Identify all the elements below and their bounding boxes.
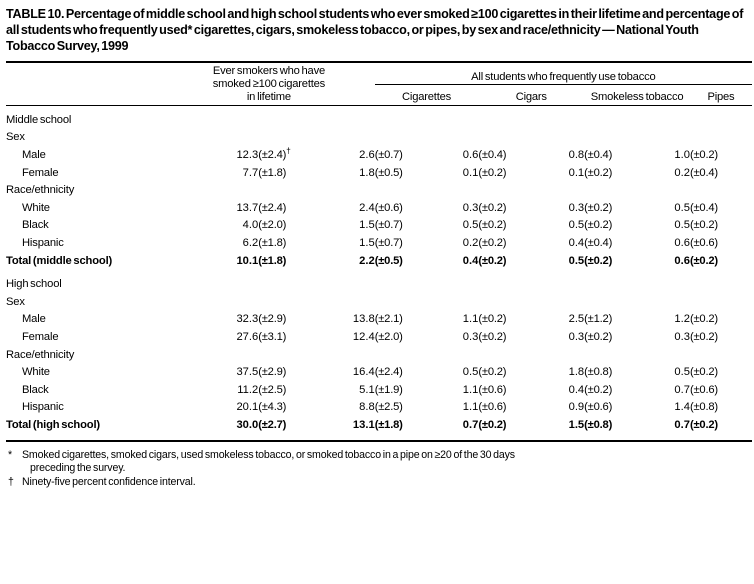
ci-text: (±0.4) [689, 166, 718, 179]
cell-confidence-interval [584, 217, 648, 235]
cell-confidence-interval [258, 399, 329, 417]
cell-value: 37.5 [236, 366, 259, 379]
cell-value: 27.6 [236, 330, 259, 343]
cell-value: 2.6 [359, 149, 375, 162]
ci-text: (±0.2) [689, 418, 718, 431]
table-row [6, 200, 752, 218]
cell-confidence-interval [258, 147, 329, 165]
cell-value: 1.0 [674, 149, 690, 162]
cell-value: 0.3 [568, 330, 585, 343]
ci-text: (±0.4) [478, 149, 507, 162]
cell-value: 1.5 [359, 236, 375, 249]
ci-text: (±2.7) [258, 418, 287, 431]
cell-value: 0.6 [462, 149, 479, 162]
cell-value: 0.1 [568, 166, 585, 179]
row-label: White [22, 366, 50, 379]
table-row [6, 235, 752, 253]
cell-confidence-interval [690, 217, 752, 235]
cell-value: 20.1 [236, 401, 259, 414]
cell-confidence-interval [584, 311, 648, 329]
cell-confidence-interval [690, 311, 752, 329]
cell-confidence-interval [478, 147, 542, 165]
ci-text: (±4.3) [258, 401, 287, 414]
cell-confidence-interval [375, 417, 437, 435]
ci-text: (±2.5) [258, 383, 287, 396]
cell-value: 13.8 [352, 313, 375, 326]
cell-confidence-interval [584, 147, 648, 165]
cell-value: 1.5 [568, 418, 585, 431]
ci-text: (±2.4) [258, 201, 287, 214]
ci-text: (±0.2) [689, 330, 718, 343]
subsection-label: Sex [6, 131, 25, 144]
ci-text: (±0.6) [478, 401, 507, 414]
empty-cell [209, 294, 752, 312]
ci-text: (±3.1) [258, 330, 287, 343]
cell-confidence-interval [690, 253, 752, 271]
cell-value: 0.4 [568, 236, 585, 249]
footnote-text-line2: preceding the survey. [30, 461, 126, 474]
cell-confidence-interval [584, 382, 648, 400]
cell-value: 2.5 [568, 313, 585, 326]
ci-text: (±2.9) [258, 313, 287, 326]
table-row [6, 147, 752, 165]
ci-text: (±0.6) [584, 401, 613, 414]
cell-confidence-interval [584, 165, 648, 183]
row-label: Male [22, 149, 46, 162]
ci-text: (±0.7) [374, 219, 403, 232]
cell-value: 1.2 [674, 313, 690, 326]
cell-confidence-interval [584, 235, 648, 253]
cell-confidence-interval [690, 200, 752, 218]
row-label: White [22, 201, 50, 214]
subsection-label: Race/ethnicity [6, 348, 75, 361]
header-cigarettes: Cigarettes [402, 91, 452, 104]
cell-confidence-interval [478, 382, 542, 400]
footnote-text [22, 449, 748, 475]
ci-text: (±0.4) [584, 149, 613, 162]
ci-text: (±0.2) [478, 366, 507, 379]
cell-value: 32.3 [236, 313, 259, 326]
subsection-label: Race/ethnicity [6, 184, 75, 197]
cell-confidence-interval [478, 253, 542, 271]
ci-text: (±0.5) [374, 166, 403, 179]
ci-text: (±0.2) [584, 219, 613, 232]
ci-text: (±0.4) [584, 236, 613, 249]
cell-value: 1.1 [462, 401, 479, 414]
footnote [8, 449, 748, 475]
empty-cell [209, 182, 752, 200]
ci-text: (±0.2) [584, 166, 613, 179]
cell-confidence-interval [375, 399, 437, 417]
table-row [6, 253, 752, 271]
row-label: Female [22, 166, 59, 179]
cell-value: 0.4 [568, 383, 585, 396]
cell-value: 0.4 [462, 254, 479, 267]
footnote-marker: † [8, 475, 14, 488]
ci-text: (±0.7) [374, 149, 403, 162]
cell-confidence-interval [258, 311, 329, 329]
cell-confidence-interval [375, 217, 437, 235]
section-label: Middle school [6, 113, 72, 126]
ci-text: (±0.2) [478, 166, 507, 179]
section-label: High school [6, 278, 62, 291]
cell-confidence-interval [375, 382, 437, 400]
cell-value: 1.8 [359, 166, 375, 179]
cell-confidence-interval [478, 311, 542, 329]
header-row-2 [6, 85, 752, 106]
cell-confidence-interval [584, 253, 648, 271]
footnote [8, 476, 748, 489]
cell-value: 0.7 [462, 418, 479, 431]
cell-value: 8.8 [359, 401, 375, 414]
cell-confidence-interval [258, 382, 329, 400]
ci-text: (±0.6) [374, 201, 403, 214]
cell-confidence-interval [690, 235, 752, 253]
ci-text: (±0.2) [478, 313, 507, 326]
footnote-marker: * [8, 448, 12, 461]
ci-text: (±2.9) [258, 366, 287, 379]
row-label: Male [22, 313, 46, 326]
cell-confidence-interval [690, 147, 752, 165]
cell-value: 0.2 [462, 236, 479, 249]
cell-value: 0.7 [674, 383, 690, 396]
cell-confidence-interval [258, 417, 329, 435]
ci-text: (±0.8) [689, 401, 718, 414]
rule-bottom [6, 441, 752, 444]
ci-text: (±0.6) [689, 236, 718, 249]
cell-value: 4.0 [242, 219, 259, 232]
cell-value: 1.1 [462, 383, 479, 396]
row-label: Black [22, 383, 49, 396]
cell-value: 0.5 [674, 366, 690, 379]
cell-confidence-interval [258, 217, 329, 235]
cell-value: 12.3 [236, 149, 259, 162]
cell-value: 1.1 [462, 313, 479, 326]
cell-value: 2.4 [359, 201, 375, 214]
ci-text: (±0.5) [374, 254, 403, 267]
cell-confidence-interval [478, 329, 542, 347]
cell-value: 0.3 [674, 330, 690, 343]
dagger-footnote-marker: † [286, 145, 291, 156]
cell-value: 1.5 [359, 219, 375, 232]
cell-confidence-interval [584, 364, 648, 382]
ci-text: (±0.2) [584, 254, 613, 267]
table-subsection-header [6, 182, 752, 200]
data-table [6, 61, 752, 444]
cell-value: 13.7 [236, 201, 259, 214]
ci-text: (±0.2) [689, 366, 718, 379]
cell-confidence-interval [375, 311, 437, 329]
table-row [6, 382, 752, 400]
cell-value: 0.5 [568, 254, 585, 267]
cell-confidence-interval [690, 364, 752, 382]
page-title: TABLE 10. Percentage of middle school and high school students who ever smoked ≥100 cigarettes in their lifetime and percentage of all students who frequently used* cigarettes, cigars, smokeless tobacco, or pipes, by sex and race/ethnicity — National Youth Tobacco Survey, 1999 [6, 7, 744, 54]
table-section-header [6, 276, 752, 294]
cell-value: 0.1 [462, 166, 479, 179]
table-row [6, 329, 752, 347]
table-row [6, 165, 752, 183]
cell-value: 0.3 [568, 201, 585, 214]
cell-confidence-interval [375, 235, 437, 253]
cell-confidence-interval [690, 165, 752, 183]
table-subsection-header [6, 347, 752, 365]
row-label: Total (middle school) [6, 254, 113, 267]
cell-value: 12.4 [352, 330, 375, 343]
cell-confidence-interval [478, 165, 542, 183]
cell-confidence-interval [690, 329, 752, 347]
cell-confidence-interval [690, 399, 752, 417]
ci-text: (±0.2) [689, 149, 718, 162]
cell-value: 7.7 [242, 166, 259, 179]
ci-text: (±0.2) [584, 201, 613, 214]
cell-confidence-interval [375, 364, 437, 382]
ci-text: (±0.2) [689, 219, 718, 232]
row-label: Hispanic [22, 401, 64, 414]
ci-text: (±0.2) [689, 313, 718, 326]
cell-value: 0.5 [568, 219, 585, 232]
cell-value: 0.5 [674, 201, 690, 214]
ci-text: (±0.8) [584, 366, 613, 379]
cell-confidence-interval [258, 165, 329, 183]
cell-value: 5.1 [359, 383, 375, 396]
table-row [6, 311, 752, 329]
row-label: Total (high school) [6, 418, 100, 431]
table-row [6, 217, 752, 235]
footnote-text-line1: Ninety-five percent confidence interval. [22, 475, 196, 488]
ci-text: (±0.7) [374, 236, 403, 249]
ci-text: (±0.2) [478, 418, 507, 431]
table-header [6, 62, 752, 112]
cell-value: 0.7 [674, 418, 690, 431]
header-row-1 [6, 65, 752, 85]
cell-confidence-interval [375, 147, 437, 165]
ci-text: (±2.4) [374, 366, 403, 379]
ci-text: (±1.8) [374, 418, 403, 431]
footnotes [8, 449, 748, 490]
cell-confidence-interval [258, 329, 329, 347]
header-smokeless-tobacco: Smokeless tobacco [590, 91, 684, 104]
cell-confidence-interval [478, 235, 542, 253]
subsection-label: Sex [6, 295, 25, 308]
ci-text: (±1.2) [584, 313, 613, 326]
cell-value: 0.8 [568, 149, 585, 162]
cell-value: 2.2 [359, 254, 375, 267]
ci-text: (±0.2) [584, 383, 613, 396]
ci-text: (±1.8) [258, 236, 287, 249]
table-subsection-header [6, 129, 752, 147]
cell-confidence-interval [258, 364, 329, 382]
table-body [6, 112, 752, 435]
cell-confidence-interval [258, 253, 329, 271]
cell-value: 0.5 [462, 219, 479, 232]
cell-value: 16.4 [352, 366, 375, 379]
row-label: Female [22, 330, 59, 343]
ci-text: (±2.0) [258, 219, 287, 232]
ci-text: (±2.1) [374, 313, 403, 326]
cell-confidence-interval [584, 329, 648, 347]
ci-text: (±0.6) [689, 383, 718, 396]
header-ever-smokers: Ever smokers who have smoked ≥100 cigarettes in lifetime [212, 64, 326, 104]
cell-value: 0.3 [462, 330, 479, 343]
cell-confidence-interval [375, 253, 437, 271]
ci-text: (±0.8) [584, 418, 613, 431]
cell-value: 11.2 [237, 383, 259, 396]
cell-confidence-interval [584, 417, 648, 435]
empty-cell [209, 276, 752, 294]
ci-text: (±0.4) [689, 201, 718, 214]
cell-value: 30.0 [236, 418, 259, 431]
cell-value: 13.1 [352, 418, 375, 431]
ci-text: (±1.9) [374, 383, 403, 396]
cell-confidence-interval [478, 364, 542, 382]
cell-value: 0.6 [674, 236, 690, 249]
ci-text: (±2.0) [374, 330, 403, 343]
footnote-text [22, 476, 748, 489]
ci-text: (±0.2) [478, 219, 507, 232]
footnote-text-line1: Smoked cigarettes, smoked cigars, used smokeless tobacco, or smoked tobacco in a pipe on ≥20 of the 30 days [22, 448, 515, 461]
empty-cell [209, 347, 752, 365]
cell-confidence-interval [478, 217, 542, 235]
ci-text: (±2.4) [258, 149, 287, 162]
cell-value: 0.5 [674, 219, 690, 232]
ci-text: (±0.2) [478, 236, 507, 249]
cell-confidence-interval [584, 399, 648, 417]
cell-confidence-interval [258, 200, 329, 218]
header-group-frequent-use: All students who frequently use tobacco [375, 65, 752, 85]
cell-value: 10.1 [236, 254, 259, 267]
table-row [6, 399, 752, 417]
table-row [6, 364, 752, 382]
ci-text: (±1.8) [258, 254, 287, 267]
cell-confidence-interval [375, 200, 437, 218]
ci-text: (±0.6) [478, 383, 507, 396]
cell-value: 0.2 [674, 166, 690, 179]
cell-value: 6.2 [242, 236, 259, 249]
ci-text: (±1.8) [258, 166, 287, 179]
cell-value: 1.4 [674, 401, 690, 414]
header-cigars: Cigars [515, 91, 547, 104]
cell-value: 1.8 [568, 366, 585, 379]
header-pipes: Pipes [707, 91, 735, 104]
cell-confidence-interval [478, 417, 542, 435]
cell-confidence-interval [478, 200, 542, 218]
row-label: Black [22, 219, 49, 232]
cell-confidence-interval [375, 165, 437, 183]
table-row [6, 417, 752, 435]
ci-text: (±0.2) [689, 254, 718, 267]
ci-text: (±0.2) [478, 254, 507, 267]
cell-confidence-interval [478, 399, 542, 417]
table-subsection-header [6, 294, 752, 312]
ci-text: (±0.2) [584, 330, 613, 343]
table-section-header [6, 112, 752, 130]
empty-cell [209, 112, 752, 130]
cell-confidence-interval [584, 200, 648, 218]
ci-text: (±0.2) [478, 330, 507, 343]
cell-confidence-interval [690, 382, 752, 400]
table-footer-rule [6, 435, 752, 444]
ci-text: (±2.5) [374, 401, 403, 414]
ci-text: (±0.2) [478, 201, 507, 214]
cell-value: 0.6 [674, 254, 690, 267]
cell-confidence-interval [690, 417, 752, 435]
cell-confidence-interval [258, 235, 329, 253]
cell-value: 0.3 [462, 201, 479, 214]
cell-confidence-interval [375, 329, 437, 347]
cell-value: 0.9 [568, 401, 585, 414]
row-label: Hispanic [22, 236, 64, 249]
cell-value: 0.5 [462, 366, 479, 379]
